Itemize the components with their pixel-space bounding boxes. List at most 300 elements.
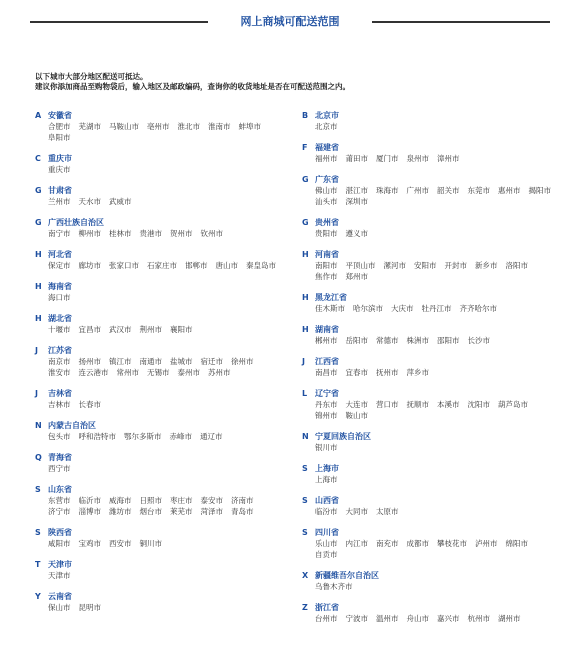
city-list [302, 613, 562, 624]
city-name: 吉林市 [48, 400, 71, 409]
city-name: 阜阳市 [48, 133, 71, 142]
city-list [302, 474, 562, 485]
city-name: 临汾市 [315, 507, 338, 516]
city-name: 汕头市 [315, 197, 338, 206]
region-index-letter: S [302, 464, 308, 473]
region-index-letter: G [302, 175, 309, 184]
city-name: 济宁市 [48, 507, 71, 516]
city-name: 乐山市 [315, 539, 338, 548]
city-name: 丹东市 [315, 400, 338, 409]
city-list [302, 538, 562, 560]
region-block [35, 420, 290, 442]
city-name: 安阳市 [414, 261, 437, 270]
city-name: 赤峰市 [169, 432, 192, 441]
city-name: 昆明市 [78, 603, 101, 612]
city-name: 菏泽市 [200, 507, 223, 516]
city-name: 济南市 [231, 496, 254, 505]
city-name: 东营市 [48, 496, 71, 505]
region-name: 北京市 [315, 111, 339, 120]
city-name: 抚顺市 [406, 400, 429, 409]
page-header [30, 12, 550, 32]
city-name: 天津市 [48, 571, 71, 580]
city-name: 宜昌市 [78, 325, 101, 334]
region-block [302, 324, 562, 346]
region-name: 广东省 [315, 175, 339, 184]
city-list [35, 121, 290, 143]
city-name: 洛阳市 [505, 261, 528, 270]
region-heading [35, 388, 290, 399]
city-name: 宿迁市 [200, 357, 223, 366]
city-name: 开封市 [444, 261, 467, 270]
region-name: 新疆维吾尔自治区 [315, 571, 379, 580]
region-block [302, 570, 562, 592]
region-block [35, 313, 290, 335]
city-name: 淮北市 [177, 122, 200, 131]
city-name: 张家口市 [109, 261, 139, 270]
region-index-letter: Z [302, 603, 308, 612]
region-name: 山东省 [48, 485, 72, 494]
city-name: 荆州市 [139, 325, 162, 334]
city-name: 包头市 [48, 432, 71, 441]
region-column-left [35, 110, 290, 623]
city-name: 郑州市 [345, 272, 368, 281]
region-index-letter: G [35, 186, 42, 195]
region-index-letter: T [35, 560, 41, 569]
city-name: 淄博市 [78, 507, 101, 516]
city-name: 南阳市 [315, 261, 338, 270]
region-index-letter: J [35, 389, 38, 398]
region-name: 江苏省 [48, 346, 72, 355]
city-name: 内江市 [345, 539, 368, 548]
city-name: 泰州市 [177, 368, 200, 377]
region-index-letter: H [302, 250, 309, 259]
city-name: 临沂市 [78, 496, 101, 505]
region-block [302, 142, 562, 164]
region-heading [35, 249, 290, 260]
city-name: 海口市 [48, 293, 71, 302]
city-name: 廊坊市 [78, 261, 101, 270]
region-index-letter: B [302, 111, 309, 120]
city-name: 长春市 [78, 400, 101, 409]
city-list [302, 581, 562, 592]
region-name: 福建省 [315, 143, 339, 152]
city-list [35, 324, 290, 335]
city-name: 漯河市 [383, 261, 406, 270]
city-name: 青岛市 [231, 507, 254, 516]
city-list [35, 570, 290, 581]
city-name: 苏州市 [208, 368, 231, 377]
region-heading [35, 110, 290, 121]
city-name: 重庆市 [48, 165, 71, 174]
region-name: 安徽省 [48, 111, 72, 120]
city-name: 杭州市 [467, 614, 490, 623]
city-name: 成都市 [406, 539, 429, 548]
city-name: 亳州市 [147, 122, 170, 131]
city-name: 大同市 [345, 507, 368, 516]
city-name: 漳州市 [437, 154, 460, 163]
city-list [302, 185, 562, 207]
city-list [302, 228, 562, 239]
city-list [35, 431, 290, 442]
city-name: 马鞍山市 [109, 122, 139, 131]
region-block [302, 174, 562, 207]
region-name: 内蒙古自治区 [48, 421, 96, 430]
city-name: 淮南市 [208, 122, 231, 131]
city-name: 西安市 [109, 539, 132, 548]
region-block [302, 217, 562, 239]
city-name: 咸阳市 [48, 539, 71, 548]
city-name: 揭阳市 [528, 186, 551, 195]
region-heading [302, 388, 562, 399]
city-name: 自贡市 [315, 550, 338, 559]
city-name: 郴州市 [315, 336, 338, 345]
city-list [302, 260, 562, 282]
city-name: 天水市 [78, 197, 101, 206]
city-name: 嘉兴市 [437, 614, 460, 623]
city-name: 惠州市 [498, 186, 521, 195]
region-name: 甘肃省 [48, 186, 72, 195]
city-name: 珠海市 [376, 186, 399, 195]
region-heading [35, 591, 290, 602]
city-name: 韶关市 [437, 186, 460, 195]
region-heading [35, 559, 290, 570]
region-block [302, 356, 562, 378]
city-name: 湖州市 [498, 614, 521, 623]
city-name: 厦门市 [376, 154, 399, 163]
region-name: 河南省 [315, 250, 339, 259]
city-name: 芜湖市 [78, 122, 101, 131]
city-name: 鄂尔多斯市 [124, 432, 162, 441]
region-index-letter: A [35, 111, 42, 120]
region-index-letter: S [302, 528, 308, 537]
city-list [35, 228, 290, 239]
region-name: 江西省 [315, 357, 339, 366]
city-list [35, 164, 290, 175]
region-block [35, 110, 290, 143]
city-name: 无锡市 [147, 368, 170, 377]
region-index-letter: G [35, 218, 42, 227]
city-name: 贺州市 [170, 229, 193, 238]
region-index-letter: G [302, 218, 309, 227]
city-name: 平顶山市 [345, 261, 376, 270]
city-name: 通辽市 [200, 432, 223, 441]
region-block [302, 463, 562, 485]
region-index-letter: S [35, 528, 41, 537]
region-block [302, 495, 562, 517]
city-name: 营口市 [376, 400, 399, 409]
region-block [302, 388, 562, 421]
city-name: 鞍山市 [345, 411, 368, 420]
region-block [35, 591, 290, 613]
region-heading [302, 356, 562, 367]
city-name: 烟台市 [139, 507, 162, 516]
region-heading [302, 463, 562, 474]
region-name: 黑龙江省 [315, 293, 347, 302]
city-name: 潍坊市 [109, 507, 132, 516]
region-index-letter: H [302, 293, 309, 302]
region-name: 吉林省 [48, 389, 72, 398]
city-name: 十堰市 [48, 325, 71, 334]
region-index-letter: H [35, 314, 42, 323]
region-block [35, 527, 290, 549]
city-name: 贵阳市 [315, 229, 338, 238]
city-name: 泰安市 [200, 496, 223, 505]
city-list [35, 463, 290, 474]
region-heading [35, 420, 290, 431]
city-list [302, 335, 562, 346]
city-name: 株洲市 [406, 336, 429, 345]
city-name: 淮安市 [48, 368, 71, 377]
city-name: 宁波市 [345, 614, 368, 623]
city-list [35, 602, 290, 613]
city-name: 攀枝花市 [437, 539, 467, 548]
city-name: 新乡市 [475, 261, 498, 270]
intro-text [35, 72, 350, 92]
city-name: 钦州市 [200, 229, 223, 238]
region-index-letter: F [302, 143, 308, 152]
region-block [302, 527, 562, 560]
region-heading [302, 527, 562, 538]
city-list [35, 495, 290, 517]
city-list [35, 399, 290, 410]
region-block [35, 452, 290, 474]
city-list [302, 303, 562, 314]
region-block [302, 110, 562, 132]
header-divider-right [372, 21, 550, 23]
city-name: 舟山市 [406, 614, 429, 623]
region-index-letter: H [35, 250, 42, 259]
city-list [302, 399, 562, 421]
region-heading [35, 281, 290, 292]
city-name: 兰州市 [48, 197, 71, 206]
city-name: 上海市 [315, 475, 338, 484]
city-name: 南京市 [48, 357, 71, 366]
city-name: 南宁市 [48, 229, 71, 238]
city-name: 唐山市 [215, 261, 238, 270]
city-name: 贵港市 [139, 229, 162, 238]
city-name: 哈尔滨市 [353, 304, 383, 313]
city-name: 呼和浩特市 [78, 432, 116, 441]
region-name: 贵州省 [315, 218, 339, 227]
region-block [302, 249, 562, 282]
city-name: 湛江市 [345, 186, 368, 195]
city-name: 长沙市 [467, 336, 490, 345]
region-name: 湖北省 [48, 314, 72, 323]
city-name: 宜春市 [345, 368, 368, 377]
city-name: 泉州市 [406, 154, 429, 163]
city-name: 常德市 [376, 336, 399, 345]
region-block [35, 185, 290, 207]
city-name: 枣庄市 [170, 496, 193, 505]
region-heading [35, 484, 290, 495]
region-block [35, 281, 290, 303]
region-name: 广西壮族自治区 [48, 218, 104, 227]
region-block [302, 292, 562, 314]
region-index-letter: L [302, 389, 308, 398]
region-index-letter: J [302, 357, 305, 366]
city-name: 佳木斯市 [315, 304, 345, 313]
city-list [302, 506, 562, 517]
region-name: 湖南省 [315, 325, 339, 334]
city-name: 日照市 [139, 496, 162, 505]
region-name: 宁夏回族自治区 [315, 432, 371, 441]
city-name: 福州市 [315, 154, 338, 163]
region-block [302, 602, 562, 624]
region-column-right [302, 110, 562, 634]
region-name: 浙江省 [315, 603, 339, 612]
city-name: 邵阳市 [437, 336, 460, 345]
region-block [302, 431, 562, 453]
city-name: 保山市 [48, 603, 71, 612]
city-name: 徐州市 [231, 357, 254, 366]
region-heading [35, 185, 290, 196]
region-index-letter: S [302, 496, 308, 505]
region-heading [302, 570, 562, 581]
region-index-letter: N [35, 421, 42, 430]
city-name: 银川市 [315, 443, 338, 452]
city-name: 大庆市 [391, 304, 414, 313]
city-name: 乌鲁木齐市 [315, 582, 353, 591]
city-name: 抚州市 [376, 368, 399, 377]
region-heading [35, 217, 290, 228]
region-heading [35, 345, 290, 356]
region-heading [302, 495, 562, 506]
city-name: 大连市 [345, 400, 368, 409]
region-name: 重庆市 [48, 154, 72, 163]
city-name: 南充市 [376, 539, 399, 548]
city-name: 广州市 [406, 186, 429, 195]
region-name: 山西省 [315, 496, 339, 505]
city-name: 武威市 [109, 197, 132, 206]
city-name: 扬州市 [78, 357, 101, 366]
region-heading [302, 142, 562, 153]
region-heading [302, 602, 562, 613]
city-name: 石家庄市 [147, 261, 177, 270]
region-heading [302, 292, 562, 303]
city-name: 宝鸡市 [78, 539, 101, 548]
city-name: 太原市 [376, 507, 399, 516]
region-index-letter: N [302, 432, 309, 441]
city-name: 葫芦岛市 [498, 400, 528, 409]
region-block [35, 249, 290, 271]
city-list [302, 121, 562, 132]
region-index-letter: Y [35, 592, 41, 601]
city-name: 柳州市 [78, 229, 101, 238]
city-name: 西宁市 [48, 464, 71, 473]
region-index-letter: H [302, 325, 309, 334]
city-name: 莱芜市 [170, 507, 193, 516]
region-heading [35, 313, 290, 324]
region-heading [302, 431, 562, 442]
city-list [302, 442, 562, 453]
city-list [35, 292, 290, 303]
region-name: 天津市 [48, 560, 72, 569]
region-block [35, 559, 290, 581]
region-heading [35, 452, 290, 463]
region-name: 四川省 [315, 528, 339, 537]
city-list [302, 153, 562, 164]
city-name: 武汉市 [109, 325, 132, 334]
region-heading [35, 153, 290, 164]
region-heading [302, 324, 562, 335]
region-index-letter: C [35, 154, 41, 163]
city-name: 连云港市 [78, 368, 109, 377]
city-list [35, 196, 290, 207]
city-name: 莆田市 [345, 154, 368, 163]
city-name: 襄阳市 [170, 325, 193, 334]
city-name: 沈阳市 [467, 400, 490, 409]
city-name: 岳阳市 [345, 336, 368, 345]
city-name: 泸州市 [475, 539, 498, 548]
city-name: 铜川市 [139, 539, 162, 548]
city-name: 常州市 [116, 368, 139, 377]
region-name: 云南省 [48, 592, 72, 601]
city-name: 遵义市 [345, 229, 368, 238]
city-name: 镇江市 [109, 357, 132, 366]
city-list [302, 367, 562, 378]
city-name: 温州市 [376, 614, 399, 623]
city-name: 桂林市 [109, 229, 132, 238]
city-name: 萍乡市 [406, 368, 429, 377]
city-name: 深圳市 [345, 197, 368, 206]
region-heading [302, 174, 562, 185]
region-block [35, 388, 290, 410]
region-block [35, 484, 290, 517]
city-name: 绵阳市 [505, 539, 528, 548]
city-name: 锦州市 [315, 411, 338, 420]
city-name: 牡丹江市 [421, 304, 452, 313]
city-name: 威海市 [109, 496, 132, 505]
city-list [35, 260, 290, 271]
city-list [35, 538, 290, 549]
city-name: 蚌埠市 [238, 122, 261, 131]
city-list [35, 356, 290, 378]
region-index-letter: H [35, 282, 42, 291]
city-name: 盐城市 [170, 357, 193, 366]
region-block [35, 217, 290, 239]
city-name: 北京市 [315, 122, 338, 131]
city-name: 南通市 [139, 357, 162, 366]
city-name: 南昌市 [315, 368, 338, 377]
region-heading [302, 110, 562, 121]
region-name: 陕西省 [48, 528, 72, 537]
city-name: 秦皇岛市 [246, 261, 276, 270]
intro-line-2: 建议你添加商品至购物袋后，输入地区及邮政编码，查询你的收货地址是否在可配送范围之内。 [35, 82, 350, 91]
city-name: 保定市 [48, 261, 71, 270]
city-name: 佛山市 [315, 186, 338, 195]
region-name: 海南省 [48, 282, 72, 291]
region-heading [302, 217, 562, 228]
page-title: 网上商城可配送范围 [240, 15, 340, 28]
region-name: 青海省 [48, 453, 72, 462]
intro-line-1: 以下城市大部分地区配送可抵达。 [35, 72, 148, 81]
region-block [35, 153, 290, 175]
region-name: 辽宁省 [315, 389, 339, 398]
city-name: 焦作市 [315, 272, 338, 281]
region-index-letter: Q [35, 453, 42, 462]
region-index-letter: S [35, 485, 41, 494]
city-name: 台州市 [315, 614, 338, 623]
region-name: 河北省 [48, 250, 72, 259]
city-name: 邯郸市 [185, 261, 208, 270]
city-name: 本溪市 [437, 400, 460, 409]
region-heading [302, 249, 562, 260]
region-name: 上海市 [315, 464, 339, 473]
city-name: 东莞市 [467, 186, 490, 195]
region-heading [35, 527, 290, 538]
city-name: 齐齐哈尔市 [459, 304, 497, 313]
region-index-letter: X [302, 571, 309, 580]
